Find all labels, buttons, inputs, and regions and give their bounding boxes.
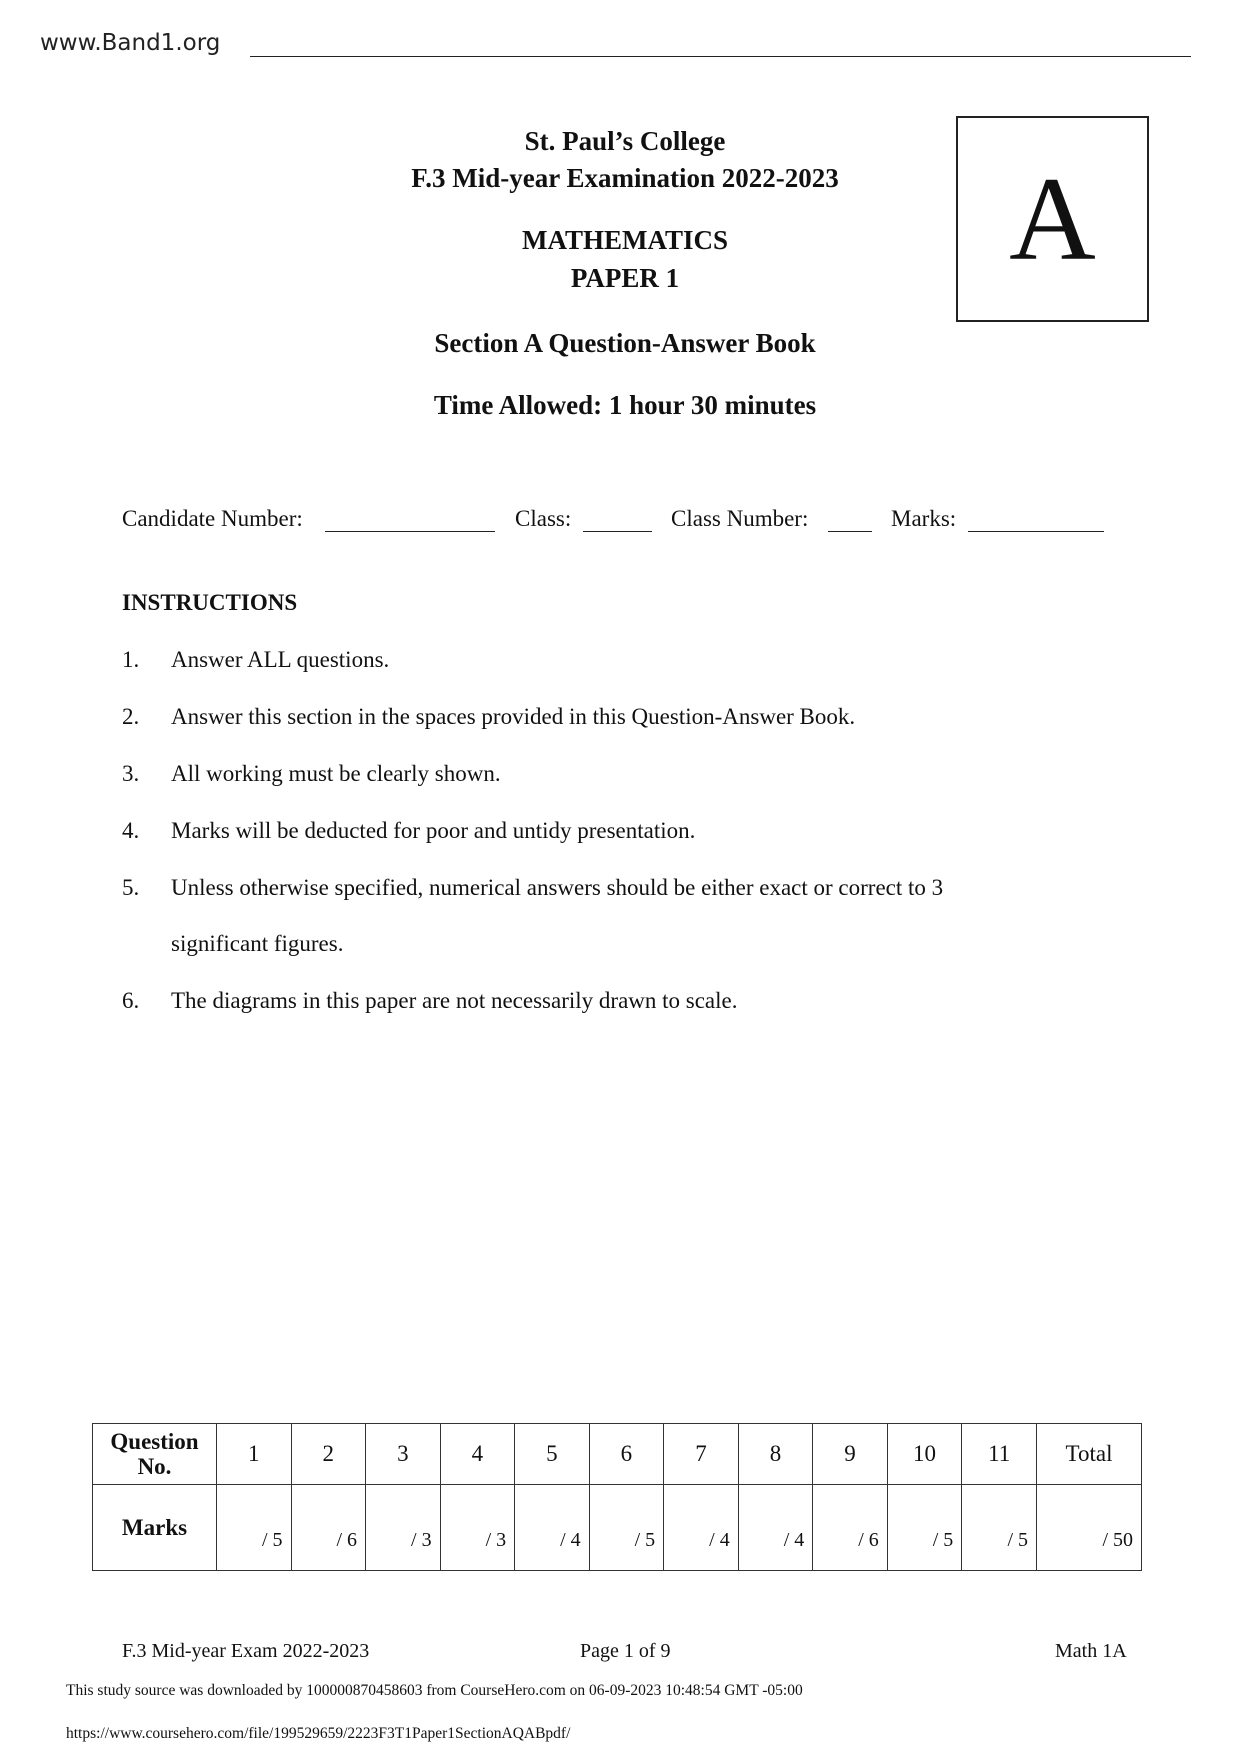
instruction-text: Marks will be deducted for poor and untidy presentation. [171,818,696,843]
question-cell: 1 [217,1424,292,1485]
class-number-label: Class Number: [671,506,809,531]
instructions-heading: INSTRUCTIONS [122,590,298,615]
school-name: St. Paul’s College [524,126,726,156]
marks-cell: / 5 [589,1485,664,1571]
site-watermark: www.Band1.org [40,30,221,56]
marks-cell: / 4 [515,1485,590,1571]
footer-page-number: Page 1 of 9 [580,1640,671,1662]
question-cell: 6 [589,1424,664,1485]
marks-cell: / 6 [813,1485,888,1571]
instruction-number: 6. [122,988,140,1013]
class-number-field[interactable] [828,531,872,532]
marks-table [92,1423,1142,1571]
instruction-text: Answer this section in the spaces provided in this Question-Answer Book. [171,704,856,729]
question-cell: 5 [515,1424,590,1485]
question-cell: 2 [291,1424,366,1485]
marks-field[interactable] [968,531,1104,532]
instruction-number: 2. [122,704,140,729]
marks-cell: / 3 [440,1485,515,1571]
source-url: https://www.coursehero.com/file/199529659/2223F3T1Paper1SectionAQABpdf/ [66,1725,571,1742]
marks-cell: / 5 [217,1485,292,1571]
marks-row [93,1485,1142,1571]
instruction-text-continued: significant figures. [171,931,344,956]
question-cell: 3 [366,1424,441,1485]
question-cell: 7 [664,1424,739,1485]
instruction-number: 1. [122,647,140,672]
question-cell: 4 [440,1424,515,1485]
marks-cell: / 5 [887,1485,962,1571]
footer-paper-code: Math 1A [1055,1640,1127,1662]
section-title: Section A Question-Answer Book [434,328,816,358]
instruction-text: All working must be clearly shown. [171,761,501,786]
instruction-text: The diagrams in this paper are not necessarily drawn to scale. [171,988,738,1013]
instruction-number: 3. [122,761,140,786]
instruction-text: Answer ALL questions. [171,647,390,672]
question-cell: 8 [738,1424,813,1485]
footer-exam-name: F.3 Mid-year Exam 2022-2023 [122,1640,370,1662]
class-field[interactable] [583,531,652,532]
instruction-text: Unless otherwise specified, numerical answers should be either exact or correct to 3 [171,875,944,900]
version-box [956,116,1149,322]
question-cell: 10 [887,1424,962,1485]
total-header: Total [1037,1424,1142,1485]
download-watermark: This study source was downloaded by 100000870458603 from CourseHero.com on 06-09-2023 10:48:54 GMT -05:00 [66,1682,803,1699]
subject-title: MATHEMATICS [521,225,728,255]
marks-label: Marks: [891,506,957,531]
exam-title: F.3 Mid-year Examination 2022-2023 [411,163,839,193]
marks-header: Marks [93,1485,217,1571]
class-label: Class: [515,506,572,531]
header-rule [250,56,1191,57]
marks-cell: / 5 [962,1485,1037,1571]
question-no-header: Question No. [93,1424,217,1485]
time-allowed: Time Allowed: 1 hour 30 minutes [433,390,817,420]
instruction-number: 5. [122,875,140,900]
instruction-number: 4. [122,818,140,843]
candidate-number-label: Candidate Number: [122,506,303,531]
marks-cell: / 4 [738,1485,813,1571]
paper-title: PAPER 1 [570,263,680,293]
marks-cell: / 6 [291,1485,366,1571]
total-marks-cell: / 50 [1037,1485,1142,1571]
marks-cell: / 3 [366,1485,441,1571]
question-cell: 11 [962,1424,1037,1485]
candidate-number-field[interactable] [325,531,495,532]
version-letter: A [1009,152,1096,285]
marks-cell: / 4 [664,1485,739,1571]
question-cell: 9 [813,1424,888,1485]
question-row [93,1424,1142,1485]
